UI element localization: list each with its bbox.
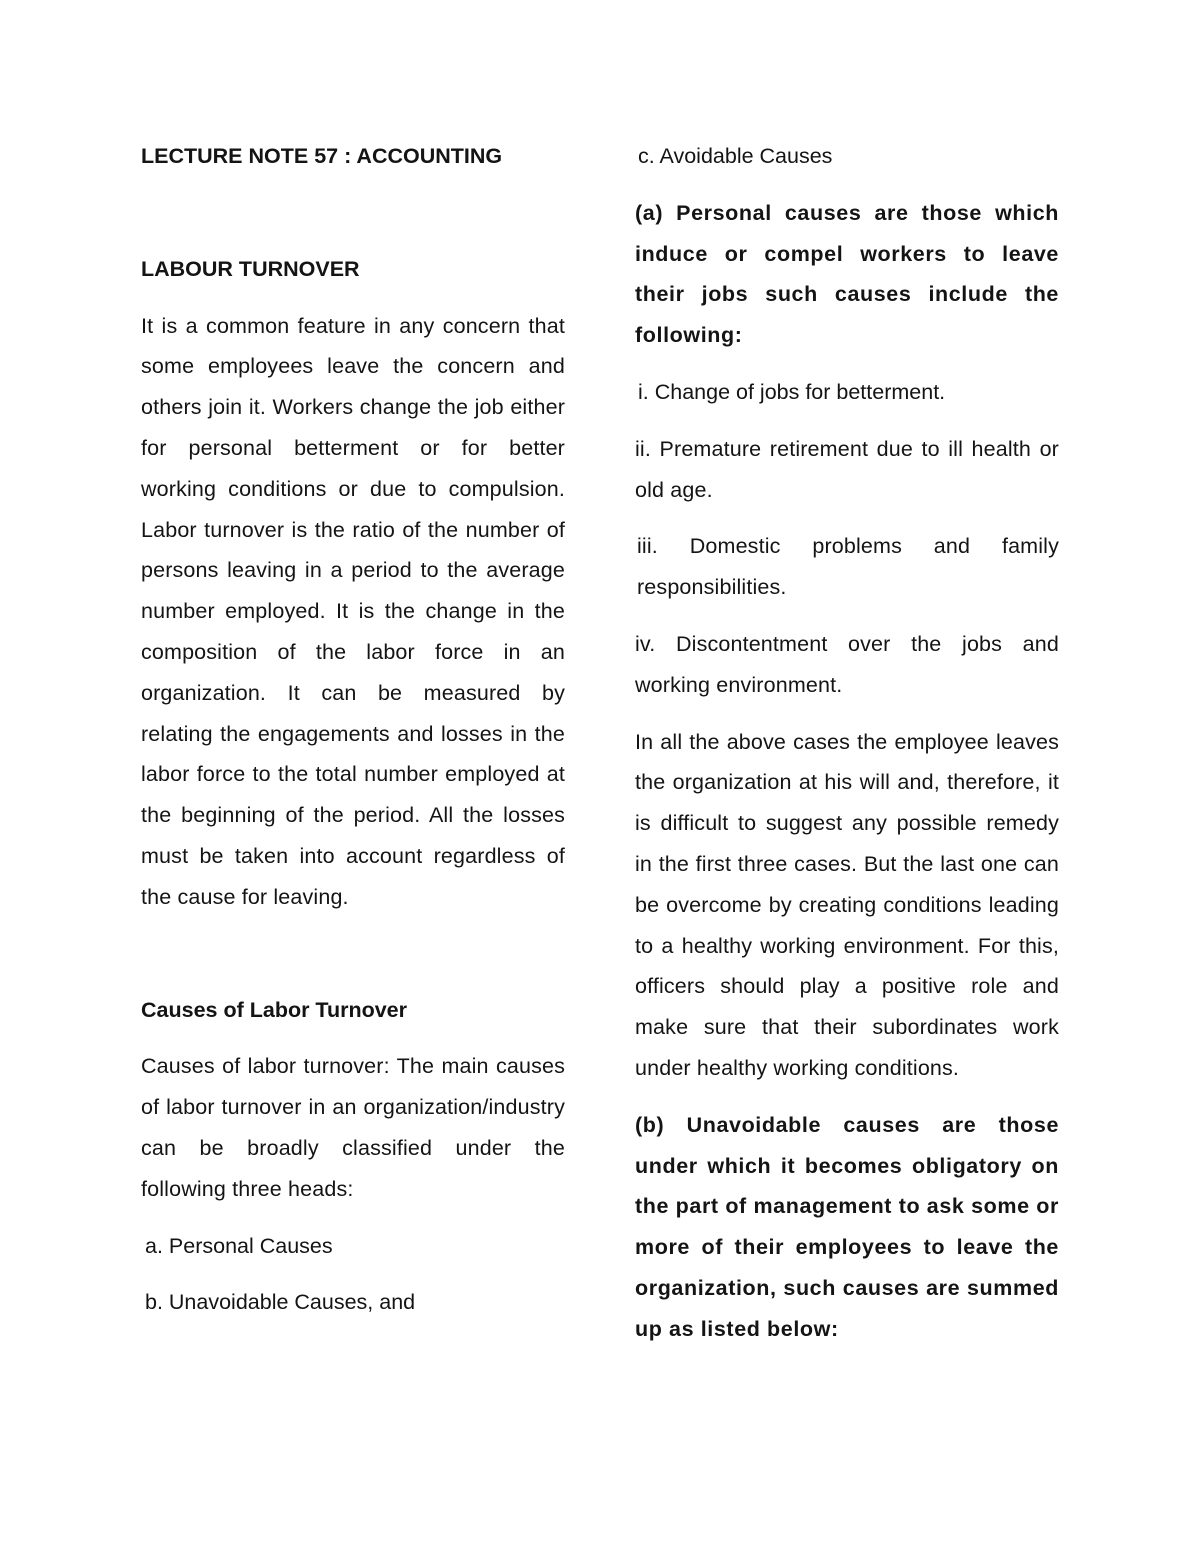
left-column <box>141 0 565 1323</box>
personal-item-i: i. Change of jobs for betterment. <box>638 379 946 404</box>
intro-paragraph: It is a common feature in any concern that some employees leave the concern and others join it. Workers change the job either for personal betterment or for better working conditions or due to compulsion. Labor turnover is the ratio of the number of persons leaving in a period to the average number employed. It is the change in the composition of the labor force in an organization. It can be measured by relating the engagements and losses in the labor force to the total number employed at the beginning of the period. All the losses must be taken into account regardless of the cause for leaving. <box>141 313 565 909</box>
personal-item-iii: iii. Domestic problems and family responsibilities. <box>637 534 1059 600</box>
personal-item-iv: iv. Discontentment over the jobs and working environment. <box>635 631 1059 697</box>
unavoidable-causes-heading: (b) Unavoidable causes are those under which it becomes obligatory on the part of management to ask some or more of their employees to leave the organization, such causes are summed up as listed below: <box>635 1112 1059 1341</box>
cause-b: b. Unavoidable Causes, and <box>145 1290 416 1315</box>
right-column <box>635 0 1059 1350</box>
section-heading-labour-turnover: LABOUR TURNOVER <box>141 256 360 281</box>
causes-heading: Causes of Labor Turnover <box>141 997 408 1022</box>
personal-causes-heading: (a) Personal causes are those which induce or compel workers to leave their jobs such causes include the following: <box>635 200 1059 348</box>
lecture-title: LECTURE NOTE 57 : ACCOUNTING <box>141 144 503 168</box>
cause-a: a. Personal Causes <box>145 1233 333 1258</box>
causes-paragraph: Causes of labor turnover: The main causes of labor turnover in an organization/industry can be broadly classified under the following three heads: <box>141 1054 565 1201</box>
personal-remedy-paragraph: In all the above cases the employee leaves the organization at his will and, therefore, it is difficult to suggest any possible remedy in the first three cases. But the last one can be overcome by creating conditions leading to a healthy working environment. For this, officers should play a positive role and make sure that their subordinates work under healthy working conditions. <box>635 729 1059 1080</box>
personal-item-ii: ii. Premature retirement due to ill health or old age. <box>635 436 1059 502</box>
cause-c: c. Avoidable Causes <box>638 144 833 168</box>
